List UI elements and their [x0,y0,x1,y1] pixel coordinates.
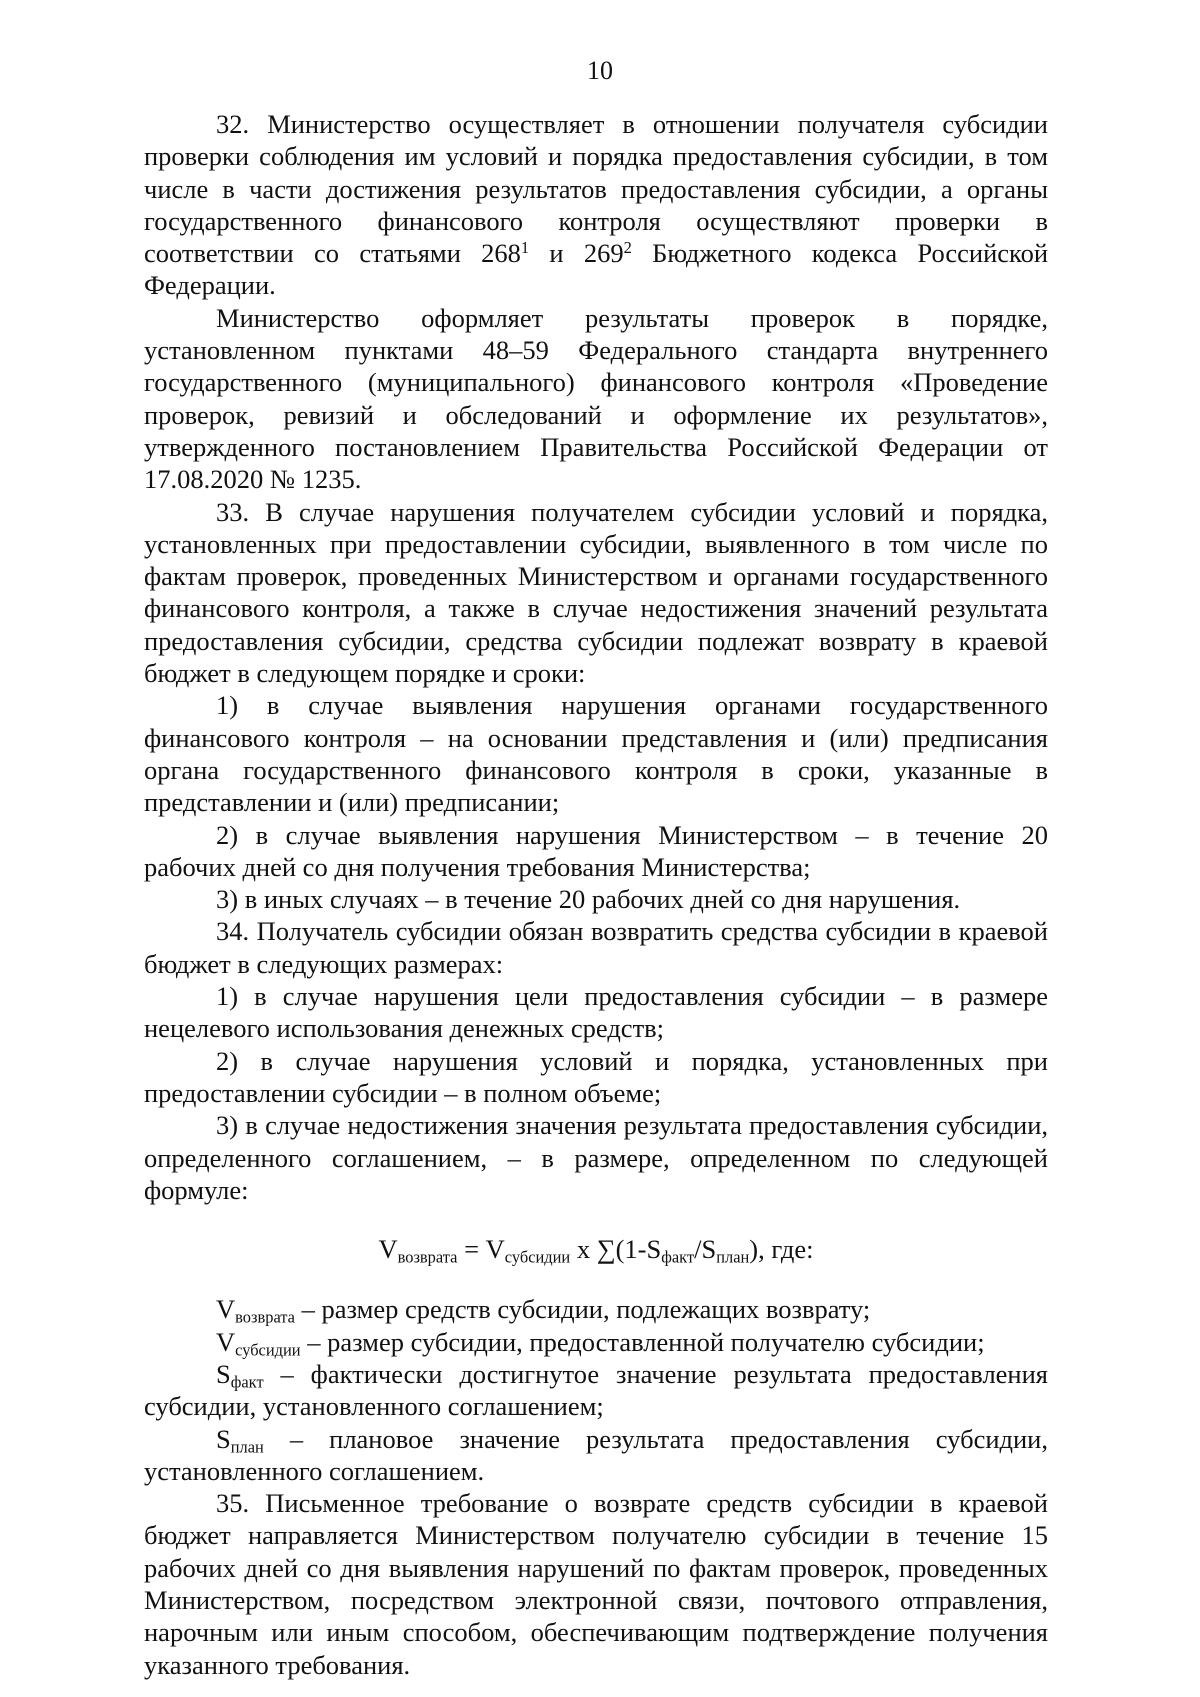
definition-symbol: S [216,1423,231,1454]
paragraph-32-text-1: 32. Министерство осуществляет в отношении получателя субсидии проверки соблюдения им условий и порядка предоставления субсидии, в том числе в части достижения результатов предоставления субсидии, а органы государственного финансового контроля осуществляют проверки в соответствии со статьями 268 [144,109,1048,269]
paragraph-32-text-3: Бюджетного кодекса Российской Федерации. [144,238,1049,301]
formula-divide: /S [694,1234,717,1265]
formula-sub-plan: план [716,1247,750,1267]
definition-subscript: план [230,1437,264,1457]
paragraph-35: 35. Письменное требование о возврате средств субсидии в краевой бюджет направляется Министерством получателю субсидии в течение 15 рабочих дней со дня выявления нарушений по фактам проверок, проведенных Министерством, посредством электронной связи, почтового отправления, нарочным или иным способом, обеспечивающим подтверждение получения указанного требования. [144,1488,1048,1680]
definition-text: – размер средств субсидии, подлежащих возврату; [294,1294,871,1325]
formula-equals: = V [457,1234,505,1265]
formula-sub-fact: факт [661,1247,695,1267]
definition-text: – размер субсидии, предоставленной получателю субсидии; [300,1326,985,1357]
paragraph-33: 33. В случае нарушения получателем субсидии условий и порядка, установленных при предоставлении субсидии, выявленного в том числе по фактам проверок, проведенных Министерством и органами государственного финансового контроля, а также в случае недостижения значений результата предоставления субсидии, средства субсидии подлежат возврату в краевой бюджет в следующем порядке и сроки: [144,496,1048,689]
superscript-2: 2 [623,238,632,258]
paragraph-33-item-1: 1) в случае выявления нарушения органами государственного финансового контроля – на основании представления и (или) предписания органа государственного финансового контроля в сроки, указанные в представлении и (или) предписании; [144,690,1048,818]
paragraph-34-item-1: 1) в случае нарушения цели предоставления субсидии – в размере нецелевого использования денежных средств; [144,981,1048,1044]
definition-symbol: V [216,1326,236,1357]
formula-end: ), где: [749,1234,814,1265]
definition-text: – плановое значение результата предоставления субсидии, установленного соглашением. [144,1423,1048,1486]
page-number: 10 [587,56,613,85]
definition-subscript: субсидии [235,1340,301,1360]
return-formula [144,1233,1048,1265]
paragraph-33-item-2: 2) в случае выявления нарушения Министерством – в течение 20 рабочих дней со дня получения требования Министерства; [144,819,1048,882]
definition-text: – фактически достигнутое значение результата предоставления субсидии, установленного соглашением; [144,1358,1048,1422]
definition-v-return [144,1293,1048,1325]
definition-symbol: S [216,1358,231,1389]
superscript-1: 1 [520,238,530,258]
paragraph-32-results: Министерство оформляет результаты проверок в порядке, установленном пунктами 48–59 Федерального стандарта внутреннего государственного (муниципального) финансового контроля «Проведение проверок, ревизий и обследований и оформление их результатов», утвержденного постановлением Правительства Российской Федерации от 17.08.2020 № 1235. [144,302,1048,495]
definition-v-subsidy [144,1326,1048,1358]
paragraph-34-item-2: 2) в случае нарушения условий и порядка, установленных при предоставлении субсидии – в полном объеме; [144,1045,1048,1108]
paragraph-34: 34. Получатель субсидии обязан возвратить средства субсидии в краевой бюджет в следующих размерах: [144,916,1048,979]
definition-s-plan [144,1423,1048,1488]
formula-sub-return: возврата [397,1247,458,1267]
paragraph-32 [144,108,1048,302]
formula-sum: x ∑(1-S [570,1234,662,1265]
definition-subscript: возврата [235,1307,295,1327]
formula-v: V [378,1234,398,1265]
paragraph-33-item-3: 3) в иных случаях – в течение 20 рабочих дней со дня нарушения. [216,884,961,915]
paragraph-32-text-2: и 269 [529,238,624,269]
definition-symbol: V [216,1294,236,1325]
paragraph-34-item-3: 3) в случае недостижения значения результата предоставления субсидии, определенного соглашением, – в размере, определенном по следующей формуле: [144,1110,1048,1205]
document-body [144,108,1048,1681]
definition-subscript: факт [230,1372,264,1392]
definition-s-fact [144,1358,1048,1423]
formula-sub-subsidy: субсидии [504,1247,571,1267]
